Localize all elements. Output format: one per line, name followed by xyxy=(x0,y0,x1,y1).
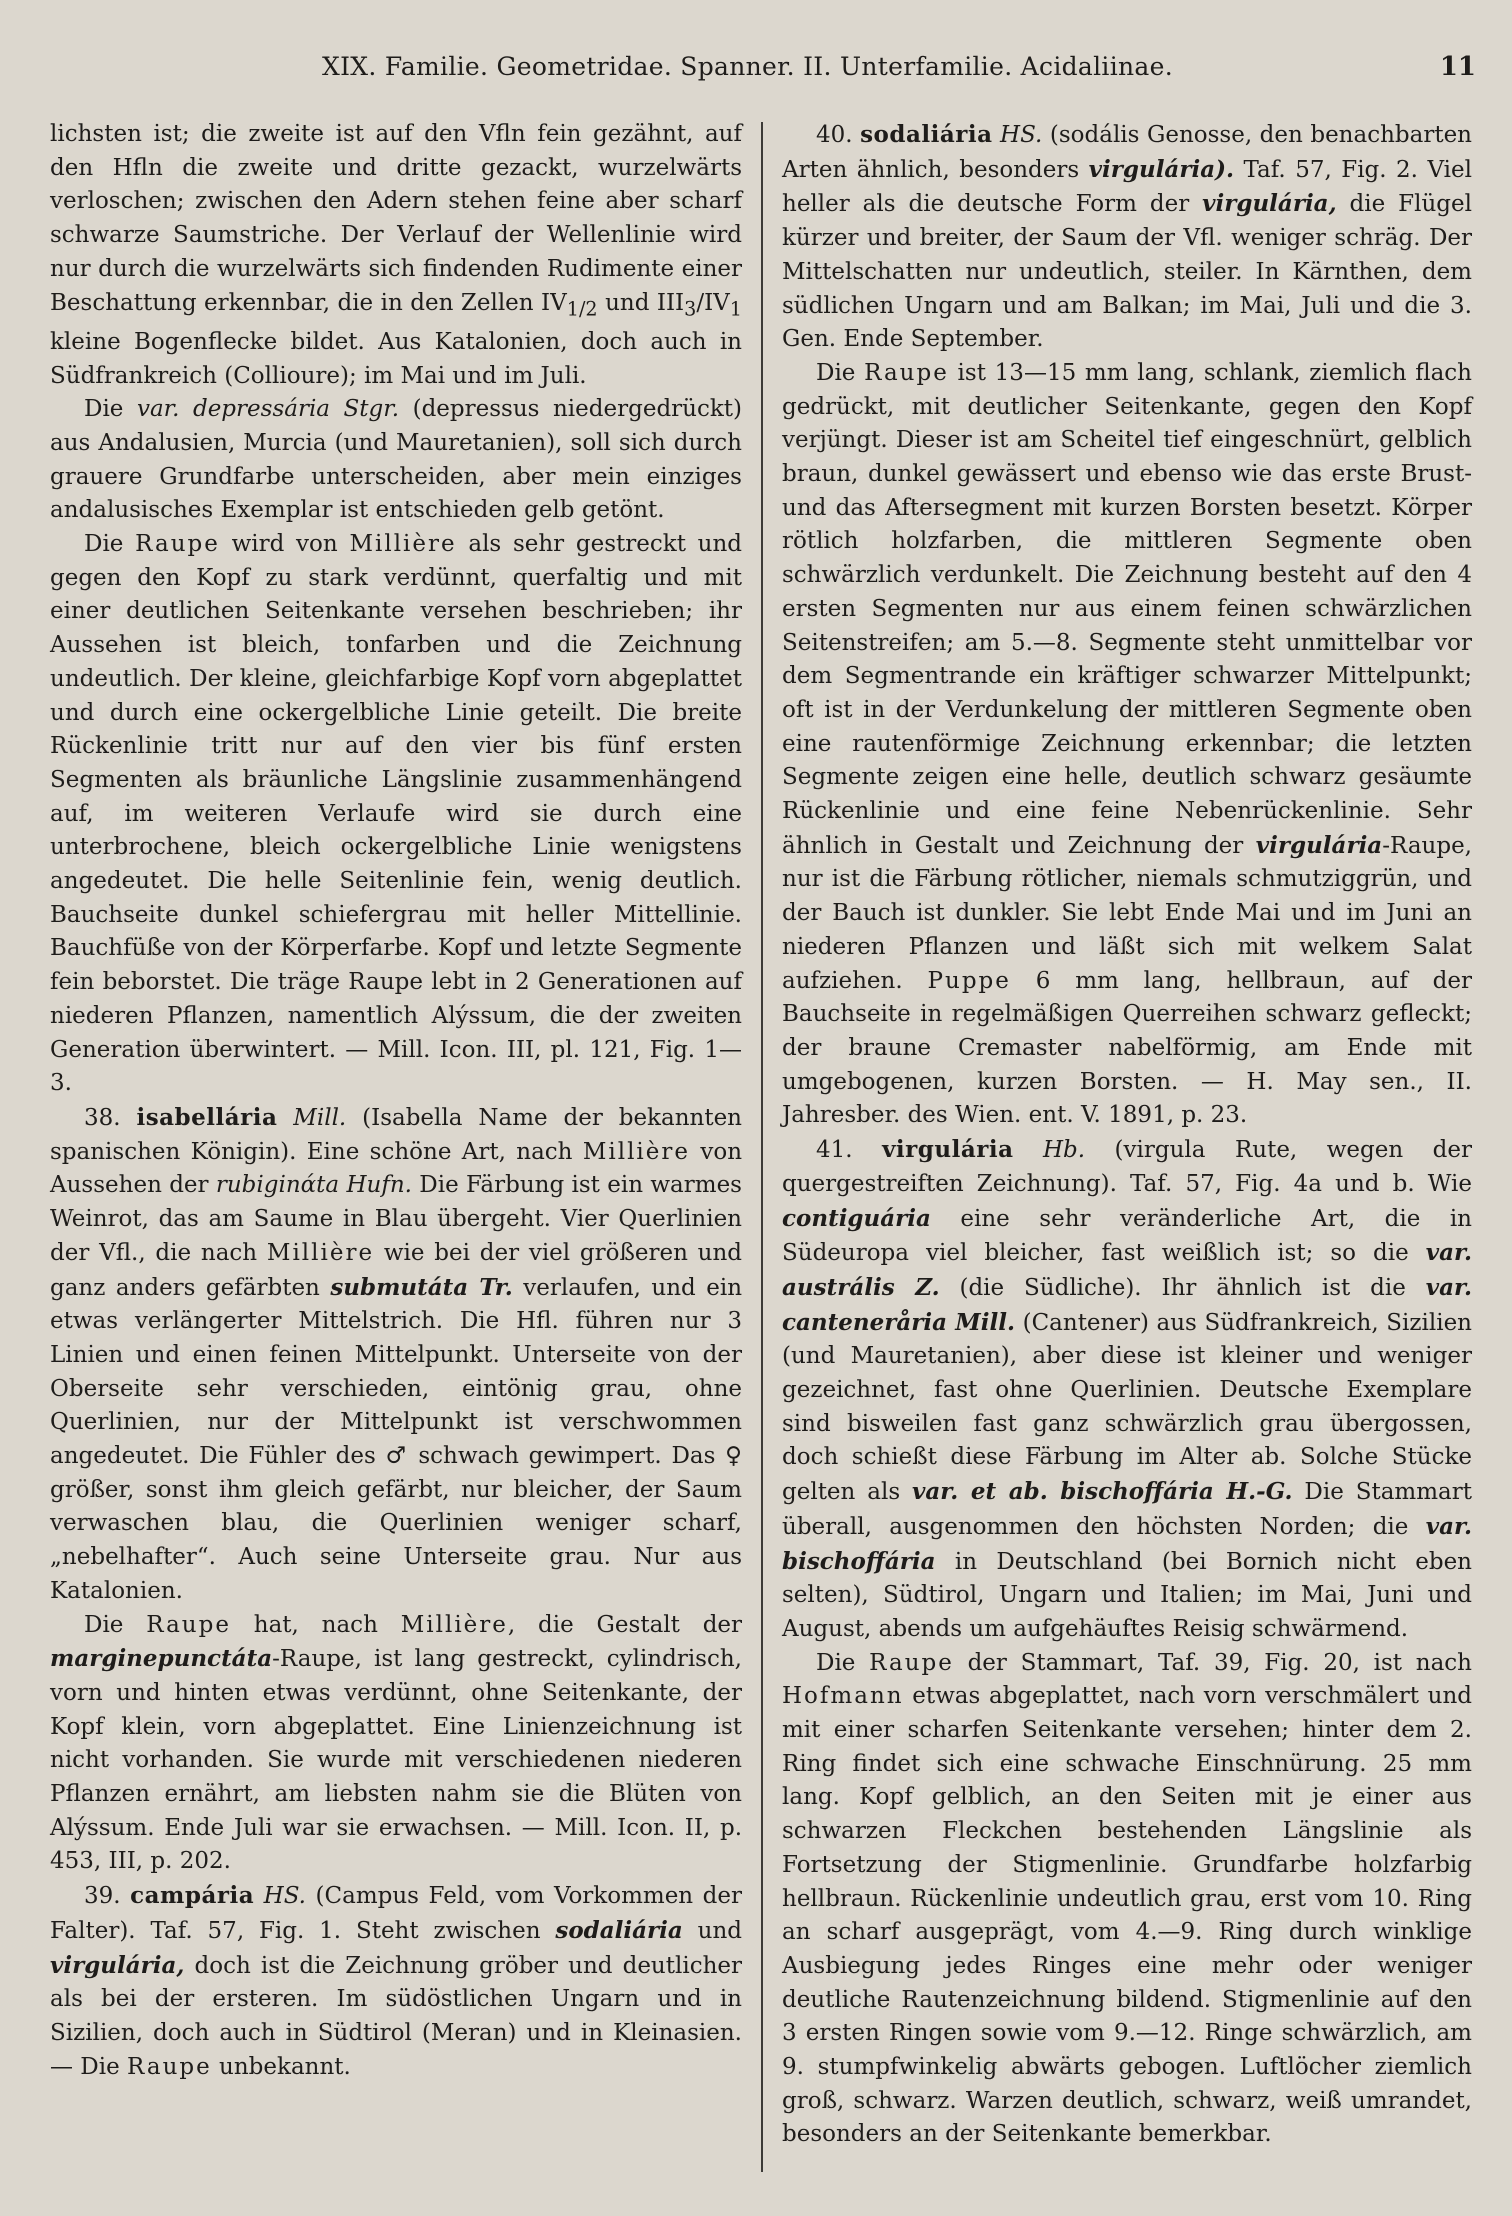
left-column xyxy=(50,118,742,2084)
entry-38-isabellaria: 38. isabellária Mill. (Isabella Name der bekannten spanischen Königin). Eine schöne Art, nach Millière von Aussehen der rubiginάta Hufn. Die Färbung ist ein warmes Weinrot, das am Saume in Blau übergeht. Vier Querlinien der Vfl., die nach Millière wie bei der viel größeren und ganz anders gefärbten submutáta Tr. verlaufen, und ein etwas verlängerter Mittelstrich. Die Hfl. führen nur 3 Linien und einen feinen Mittelpunkt. Unterseite von der Oberseite sehr verschieden, eintönig grau, ohne Querlinien, nur der Mittelpunkt ist verschwommen angedeutet. Die Fühler des ♂ schwach gewimpert. Das ♀ größer, sonst ihm gleich gefärbt, nur bleicher, der Saum verwaschen blau, die Querlinien weniger scharf, „nebelhafter“. Auch seine Unterseite grau. Nur aus Katalonien. xyxy=(50,1103,743,1604)
entry-41-virgularia: 41. virgulária Hb. (virgula Rute, wegen der quergestreiften Zeichnung). Taf. 57, Fig. 4a und b. Wie contiguária eine sehr veränderliche Art, die in Südeuropa viel bleicher, fast weißlich ist; so die var. austrális Z. (die Südliche). Ihr ähnlich ist die var. canteneråria Mill. (Cantener) aus Südfrankreich, Sizilien (und Mauretanien), aber diese ist kleiner und weniger gezeichnet, fast ohne Querlinien. Deutsche Exemplare sind bisweilen fast ganz schwärzlich grau übergossen, doch schießt diese Färbung im Alter ab. Solche Stücke gelten als var. et ab. bischoffária H.-G. Die Stammart überall, ausgenommen den höchsten Norden; die var. bischoffária in Deutschland (bei Bornich nicht eben selten), Südtirol, Ungarn und Italien; im Mai, Juni und August, abends um aufgehäuftes Reisig schwärmend. xyxy=(782,1136,1472,1642)
running-title: XIX. Familie. Geometridae. Spanner. II. Unterfamilie. Acidaliinae. xyxy=(322,52,1173,81)
entry-40-sodaliaria: 40. sodaliária HS. (sodális Genosse, den benachbarten Arten ähnlich, besonders virgulária). Taf. 57, Fig. 2. Viel heller als die deutsche Form der virgulária, die Flügel kürzer und breiter, der Saum der Vfl. weniger schräg. Der Mittelschatten nur undeutlich, steiler. In Kärnthen, dem südlichen Ungarn und am Balkan; im Mai, Juli und die 3. Gen. Ende September. xyxy=(782,121,1472,353)
column-divider xyxy=(761,122,763,2172)
paragraph-depressaria: Die var. depressária Stgr. (depressus niedergedrückt) aus Andalusien, Murcia (und Mauretanien), soll sich durch grauere Grundfarbe unterscheiden, aber mein einziges andalusisches Exemplar ist entschieden gelb getönt. xyxy=(50,396,743,524)
page-header xyxy=(0,52,1512,92)
right-column xyxy=(782,118,1472,2152)
paragraph-raupe-3: Die Raupe ist 13—15 mm lang, schlank, ziemlich flach gedrückt, mit deutlicher Seitenkante, gegen den Kopf verjüngt. Dieser ist am Scheitel tief eingeschnürt, gelblich braun, dunkel gewässert und ebenso wie das erste Brust- und das Aftersegment mit kurzen Borsten besetzt. Körper rötlich holzfarben, die mittleren Segmente oben schwärzlich verdunkelt. Die Zeichnung besteht auf den 4 ersten Segmenten nur aus einem feinen schwärzlichen Seitenstreifen; am 5.—8. Segmente steht unmittelbar vor dem Segmentrande ein kräftiger schwarzer Mittelpunkt; oft ist in der Verdunkelung der mittleren Segmente oben eine rautenförmige Zeichnung erkennbar; die letzten Segmente zeigen eine helle, deutlich schwarz gesäumte Rückenlinie und eine feine Nebenrückenlinie. Sehr ähnlich in Gestalt und Zeichnung der virgulária-Raupe, nur ist die Färbung rötlicher, niemals schmutziggrün, und der Bauch ist dunkler. Sie lebt Ende Mai und im Juni an niederen Pflanzen und läßt sich mit welkem Salat aufziehen. Puppe 6 mm lang, hellbraun, auf der Bauchseite in regelmäßigen Querreihen schwarz gefleckt; der braune Cremaster nabelförmig, am Ende mit umgebogenen, kurzen Borsten. — H. May sen., II. Jahresber. des Wien. ent. V. 1891, p. 23. xyxy=(782,359,1473,1129)
page-number: 11 xyxy=(1439,52,1476,82)
paragraph-intro: lichsten ist; die zweite ist auf den Vfln fein gezähnt, auf den Hfln die zweite und dritte gezackt, wurzelwärts verloschen; zwischen den Adern stehen feine aber scharf schwarze Saumstriche. Der Verlauf der Wellenlinie wird nur durch die wurzelwärts sich findenden Rudimente einer Beschattung erkennbar, die in den Zellen $IV_{1/2}$ und $III_3/IV_1$ kleine Bogenflecke bildet. Aus Katalonien, doch auch in Südfrankreich (Collioure); im Mai und im Juli. xyxy=(50,121,742,389)
paragraph-raupe-1: Die Raupe wird von Millière als sehr gestreckt und gegen den Kopf zu stark verdünnt, querfaltig und mit einer deutlichen Seitenkante versehen beschrieben; ihr Aussehen ist bleich, tonfarben und die Zeichnung undeutlich. Der kleine, gleichfarbige Kopf vorn abgeplattet und durch eine ockergelbliche Linie geteilt. Die breite Rückenlinie tritt nur auf den vier bis fünf ersten Segmenten als bräunliche Längslinie zusammenhängend auf, im weiteren Verlaufe wird sie durch eine unterbrochene, bleich ockergelbliche Linie wenigstens angedeutet. Die helle Seitenlinie fein, wenig deutlich. Bauchseite dunkel schiefergrau mit heller Mittellinie. Bauchfüße von der Körperfarbe. Kopf und letzte Segmente fein beborstet. Die träge Raupe lebt in 2 Generationen auf niederen Pflanzen, namentlich Alýssum, die der zweiten Generation überwintert. — Mill. Icon. III, pl. 121, Fig. 1—3. xyxy=(50,531,743,1097)
paragraph-raupe-4: Die Raupe der Stammart, Taf. 39, Fig. 20, ist nach Hofmann etwas abgeplattet, nach vorn verschmälert und mit einer scharfen Seitenkante versehen; hinter dem 2. Ring findet sich eine schwache Einschnürung. 25 mm lang. Kopf gelblich, an den Seiten mit je einer aus schwarzen Fleckchen bestehenden Längslinie als Fortsetzung der Stigmenlinie. Grundfarbe holzfarbig hellbraun. Rückenlinie undeutlich grau, erst vom 10. Ring an scharf ausgeprägt, vom 4.—9. Ring durch winklige Ausbiegung jedes Ringes eine mehr oder weniger deutliche Rautenzeichnung bildend. Stigmenlinie auf den 3 ersten Ringen sowie vom 9.—12. Ringe schwärzlich, am 9. stumpfwinkelig abwärts gebogen. Luftlöcher ziemlich groß, schwarz. Warzen deutlich, schwarz, weiß umrandet, besonders an der Seitenkante bemerkbar. xyxy=(782,1649,1472,2148)
entry-39-camparia: 39. campária HS. (Campus Feld, vom Vorkommen der Falter). Taf. 57, Fig. 1. Steht zwischen sodaliária und virgulária, doch ist die Zeichnung gröber und deutlicher als bei der ersteren. Im südöstlichen Ungarn und in Sizilien, doch auch in Südtirol (Meran) und in Kleinasien. — Die Raupe unbekannt. xyxy=(50,1882,742,2080)
paragraph-raupe-2: Die Raupe hat, nach Millière, die Gestalt der marginepunctáta-Raupe, ist lang gestreckt, cylindrisch, vorn und hinten etwas verdünnt, ohne Seitenkante, der Kopf klein, vorn abgeplattet. Eine Linienzeichnung ist nicht vorhanden. Sie wurde mit verschiedenen niederen Pflanzen ernährt, am liebsten nahm sie die Blüten von Alýssum. Ende Juli war sie erwachsen. — Mill. Icon. II, p. 453, III, p. 202. xyxy=(50,1611,743,1875)
